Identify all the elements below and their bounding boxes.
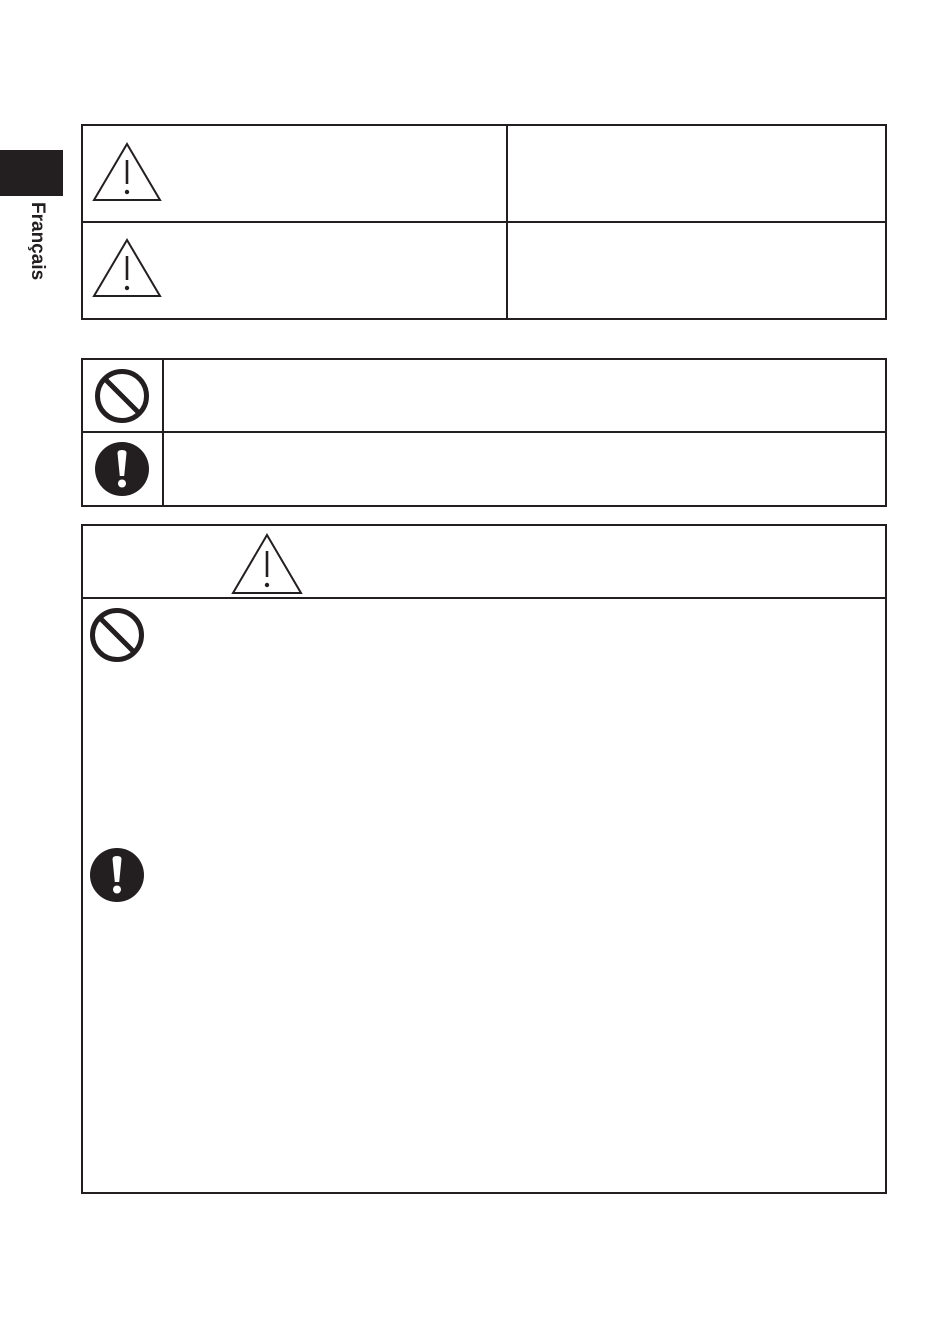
mandatory-action-icon: [94, 441, 150, 497]
symbol-table-row-divider: [81, 431, 887, 433]
warning-triangle-icon: [92, 142, 162, 202]
warning-header-triangle-icon: [231, 533, 303, 595]
warning-section-table: [81, 524, 887, 1194]
language-label: Français: [27, 202, 48, 281]
language-tab: [0, 150, 63, 196]
warning-prohibition-icon: [89, 607, 145, 663]
warning-section-header-divider: [81, 597, 887, 599]
hazard-table-row-divider: [81, 221, 887, 223]
warning-mandatory-icon: [89, 847, 145, 903]
caution-triangle-icon: [92, 238, 162, 298]
prohibition-icon: [94, 368, 150, 424]
